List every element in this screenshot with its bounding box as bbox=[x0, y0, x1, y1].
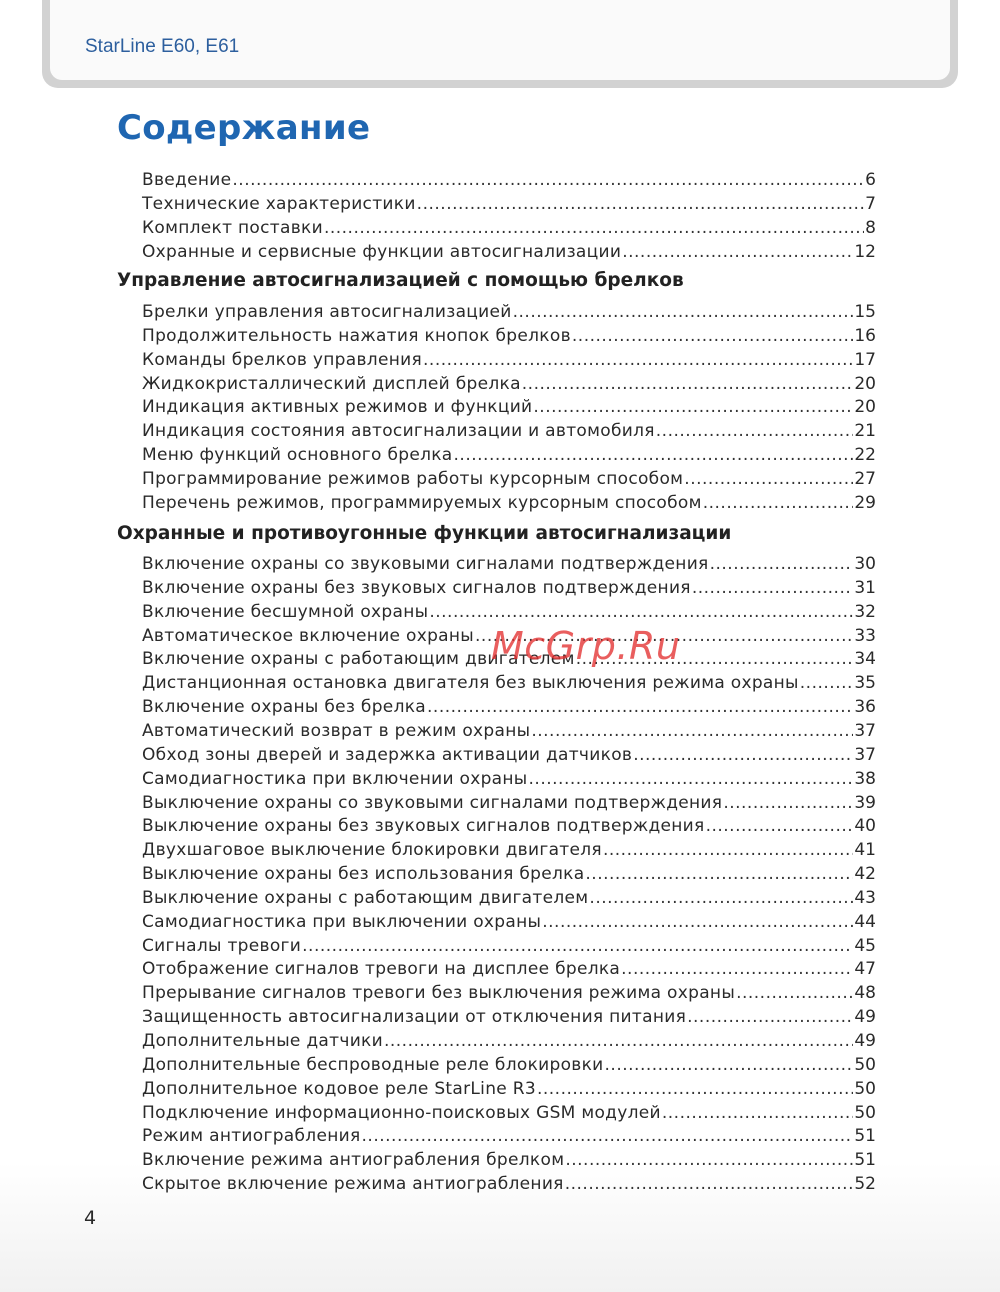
toc-entry-label: Технические характеристики bbox=[142, 193, 416, 214]
section-heading-security-functions: Охранные и противоугонные функции автосигнализации bbox=[117, 523, 732, 544]
toc-dot-leader bbox=[362, 1124, 854, 1148]
toc-entry-page: 40 bbox=[854, 816, 876, 837]
toc-entry[interactable] bbox=[142, 695, 876, 719]
toc-entry-label: Меню функций основного брелка bbox=[142, 445, 453, 466]
toc-dot-leader bbox=[589, 886, 853, 910]
toc-entry-page: 29 bbox=[854, 492, 876, 513]
toc-entry[interactable] bbox=[142, 576, 876, 600]
toc-entry-label: Выключение охраны с работающим двигателем bbox=[142, 887, 589, 908]
toc-entry[interactable] bbox=[142, 348, 876, 372]
toc-entry-label: Скрытое включение режима антиограбления bbox=[142, 1174, 564, 1195]
toc-entry[interactable] bbox=[142, 216, 876, 240]
toc-entry-page: 41 bbox=[854, 840, 876, 861]
toc-dot-leader bbox=[384, 1029, 853, 1053]
toc-entry-label: Включение бесшумной охраны bbox=[142, 601, 429, 622]
toc-dot-leader bbox=[522, 372, 854, 396]
toc-entry-label: Индикация состояния автосигнализации и автомобиля bbox=[142, 421, 655, 442]
toc-dot-leader bbox=[800, 671, 854, 695]
toc-dot-leader bbox=[423, 348, 853, 372]
toc-entry[interactable] bbox=[142, 791, 876, 815]
toc-entry-page: 38 bbox=[854, 768, 876, 789]
toc-dot-leader bbox=[662, 1101, 853, 1125]
toc-entry-page: 12 bbox=[854, 241, 876, 262]
toc-entry[interactable] bbox=[142, 168, 876, 192]
toc-entry-label: Индикация активных режимов и функций bbox=[142, 397, 533, 418]
toc-entry-label: Выключение охраны со звуковыми сигналами подтверждения bbox=[142, 792, 723, 813]
toc-entry[interactable] bbox=[142, 1124, 876, 1148]
toc-entry-page: 49 bbox=[854, 1007, 876, 1028]
toc-dot-leader bbox=[633, 743, 853, 767]
toc-entry-label: Включение охраны с работающим двигателем bbox=[142, 649, 575, 670]
page-number: 4 bbox=[84, 1207, 97, 1229]
toc-entry[interactable] bbox=[142, 443, 876, 467]
toc-entry-page: 20 bbox=[854, 397, 876, 418]
toc-entry-page: 33 bbox=[854, 625, 876, 646]
toc-entry-label: Сигналы тревоги bbox=[142, 935, 302, 956]
toc-entry-label: Самодиагностика при выключении охраны bbox=[142, 911, 542, 932]
toc-entry-label: Брелки управления автосигнализацией bbox=[142, 302, 512, 322]
toc-entry-label: Обход зоны дверей и задержка активации датчиков bbox=[142, 744, 633, 765]
toc-entry-label: Автоматическое включение охраны bbox=[142, 625, 475, 646]
toc-entry-page: 50 bbox=[854, 1102, 876, 1123]
toc-entry-page: 47 bbox=[854, 959, 876, 980]
toc-entry-page: 49 bbox=[854, 1031, 876, 1051]
toc-entry[interactable] bbox=[142, 814, 876, 838]
toc-entry-label: Дистанционная остановка двигателя без выключения режима охраны bbox=[142, 673, 799, 694]
toc-entry-page: 15 bbox=[854, 302, 876, 322]
toc-dot-leader bbox=[706, 814, 854, 838]
toc-entry[interactable] bbox=[142, 719, 876, 743]
toc-dot-leader bbox=[687, 1005, 853, 1029]
toc-dot-leader bbox=[692, 576, 854, 600]
toc-entry-label: Дополнительные датчики bbox=[142, 1031, 383, 1051]
toc-entry-label: Дополнительные беспроводные реле блокировки bbox=[142, 1054, 604, 1075]
toc-entry-page: 37 bbox=[854, 744, 876, 765]
section-heading-remote-control: Управление автосигнализацией с помощью брелков bbox=[117, 270, 684, 291]
toc-entry-label: Включение режима антиограбления брелком bbox=[142, 1150, 565, 1171]
toc-entry[interactable] bbox=[142, 1101, 876, 1125]
toc-entry-label: Режим антиограбления bbox=[142, 1126, 361, 1147]
toc-entry-label: Жидкокристаллический дисплей брелка bbox=[142, 373, 521, 394]
document-header-title: StarLine E60, E61 bbox=[85, 36, 240, 57]
toc-entry[interactable] bbox=[142, 1005, 876, 1029]
toc-entry[interactable] bbox=[142, 300, 876, 324]
toc-entry-label: Комплект поставки bbox=[142, 217, 323, 238]
toc-entry[interactable] bbox=[142, 910, 876, 934]
toc-dot-leader bbox=[542, 910, 853, 934]
toc-entry-label: Самодиагностика при включении охраны bbox=[142, 768, 528, 789]
toc-entry-page: 16 bbox=[854, 325, 876, 346]
toc-dot-leader bbox=[531, 719, 853, 743]
toc-dot-leader bbox=[585, 862, 853, 886]
toc-entry-page: 48 bbox=[854, 983, 876, 1004]
toc-dot-leader bbox=[417, 192, 865, 216]
toc-dot-leader bbox=[572, 324, 853, 348]
toc-entry-page: 7 bbox=[865, 193, 876, 214]
toc-entry-label: Включение охраны со звуковыми сигналами подтверждения bbox=[142, 554, 709, 574]
toc-dot-leader bbox=[723, 791, 853, 815]
toc-dot-leader bbox=[232, 168, 864, 192]
toc-entry-label: Прерывание сигналов тревоги без выключения режима охраны bbox=[142, 983, 736, 1004]
toc-entry-label: Включение охраны без звуковых сигналов подтверждения bbox=[142, 577, 691, 598]
toc-entry-page: 35 bbox=[854, 673, 876, 694]
toc-entry-page: 8 bbox=[865, 217, 876, 238]
toc-entry-label: Двухшаговое выключение блокировки двигателя bbox=[142, 840, 602, 861]
toc-entry-label: Подключение информационно-поисковых GSM модулей bbox=[142, 1102, 661, 1123]
toc-dot-leader bbox=[703, 491, 854, 515]
toc-entry[interactable] bbox=[142, 1172, 876, 1196]
toc-entry[interactable] bbox=[142, 1077, 876, 1101]
watermark: McGrp.Ru bbox=[491, 624, 681, 668]
toc-entry[interactable] bbox=[142, 324, 876, 348]
toc-entry-page: 37 bbox=[854, 720, 876, 741]
toc-dot-leader bbox=[565, 1172, 854, 1196]
toc-dot-leader bbox=[605, 1053, 854, 1077]
toc-dot-leader bbox=[324, 216, 864, 240]
toc-entry-page: 32 bbox=[854, 601, 876, 622]
toc-entry-page: 30 bbox=[854, 554, 876, 574]
toc-entry[interactable] bbox=[142, 240, 876, 264]
toc-entry-page: 50 bbox=[854, 1078, 876, 1099]
toc-entry-page: 52 bbox=[854, 1174, 876, 1195]
toc-entry[interactable] bbox=[142, 491, 876, 515]
toc-entry-page: 45 bbox=[854, 935, 876, 956]
toc-entry-label: Дополнительное кодовое реле StarLine R3 bbox=[142, 1078, 536, 1099]
toc-dot-leader bbox=[621, 957, 853, 981]
toc-entry-page: 51 bbox=[854, 1126, 876, 1147]
toc-dot-leader bbox=[427, 695, 853, 719]
toc-entry[interactable] bbox=[142, 395, 876, 419]
toc-entry[interactable] bbox=[142, 671, 876, 695]
toc-dot-leader bbox=[513, 300, 854, 324]
toc-dot-leader bbox=[603, 838, 853, 862]
toc-entry-page: 21 bbox=[854, 421, 876, 442]
toc-entry-page: 51 bbox=[854, 1150, 876, 1171]
toc-entry-page: 42 bbox=[854, 864, 876, 885]
toc-entry-label: Включение охраны без брелка bbox=[142, 697, 427, 718]
toc-entry[interactable] bbox=[142, 1148, 876, 1172]
toc-entry-label: Выключение охраны без звуковых сигналов подтверждения bbox=[142, 816, 705, 837]
page-title: Содержание bbox=[117, 108, 371, 148]
toc-entry-label: Охранные и сервисные функции автосигнализации bbox=[142, 241, 622, 262]
toc-entry[interactable] bbox=[142, 862, 876, 886]
toc-entry[interactable] bbox=[142, 957, 876, 981]
toc-entry-page: 6 bbox=[865, 170, 876, 190]
toc-entry-label: Защищенность автосигнализации от отключения питания bbox=[142, 1007, 687, 1028]
toc-entry-label: Перечень режимов, программируемых курсорным способом bbox=[142, 492, 702, 513]
toc-dot-leader bbox=[684, 467, 853, 491]
toc-entry[interactable] bbox=[142, 467, 876, 491]
toc-entry[interactable] bbox=[142, 981, 876, 1005]
toc-entry-page: 39 bbox=[854, 792, 876, 813]
toc-entry-label: Выключение охраны без использования брелка bbox=[142, 864, 585, 885]
toc-entry[interactable] bbox=[142, 372, 876, 396]
toc-entry-label: Отображение сигналов тревоги на дисплее брелка bbox=[142, 959, 621, 980]
toc-dot-leader bbox=[710, 552, 854, 576]
toc-entry-page: 31 bbox=[854, 577, 876, 598]
toc-entry-page: 36 bbox=[854, 697, 876, 718]
toc-dot-leader bbox=[529, 767, 854, 791]
toc-entry[interactable] bbox=[142, 838, 876, 862]
toc-entry-page: 22 bbox=[854, 445, 876, 466]
toc-entry-label: Программирование режимов работы курсорным способом bbox=[142, 468, 684, 489]
toc-dot-leader bbox=[656, 419, 854, 443]
toc-entry[interactable] bbox=[142, 192, 876, 216]
toc-dot-leader bbox=[565, 1148, 853, 1172]
toc-dot-leader bbox=[533, 395, 853, 419]
toc-entry[interactable] bbox=[142, 552, 876, 576]
toc-entry[interactable] bbox=[142, 767, 876, 791]
toc-entry-page: 17 bbox=[854, 349, 876, 370]
toc-dot-leader bbox=[622, 240, 853, 264]
toc-entry[interactable] bbox=[142, 419, 876, 443]
toc-entry[interactable] bbox=[142, 600, 876, 624]
toc-entry-label: Команды брелков управления bbox=[142, 349, 423, 370]
toc-entry[interactable] bbox=[142, 934, 876, 958]
toc-entry-page: 44 bbox=[854, 911, 876, 932]
toc-entry[interactable] bbox=[142, 1053, 876, 1077]
toc-dot-leader bbox=[736, 981, 853, 1005]
toc-dot-leader bbox=[537, 1077, 853, 1101]
toc-entry-page: 27 bbox=[854, 468, 876, 489]
toc-entry[interactable] bbox=[142, 1029, 876, 1053]
toc-entry-label: Продолжительность нажатия кнопок брелков bbox=[142, 325, 571, 346]
toc-entry-page: 34 bbox=[854, 649, 876, 670]
toc-entry[interactable] bbox=[142, 886, 876, 910]
toc-entry-label: Введение bbox=[142, 170, 232, 190]
toc-entry-page: 50 bbox=[854, 1054, 876, 1075]
toc-entry-label: Автоматический возврат в режим охраны bbox=[142, 720, 531, 741]
toc-entry[interactable] bbox=[142, 743, 876, 767]
toc-dot-leader bbox=[302, 934, 853, 958]
toc-entry-page: 20 bbox=[854, 373, 876, 394]
toc-dot-leader bbox=[429, 600, 853, 624]
toc-dot-leader bbox=[454, 443, 854, 467]
toc-entry-page: 43 bbox=[854, 887, 876, 908]
